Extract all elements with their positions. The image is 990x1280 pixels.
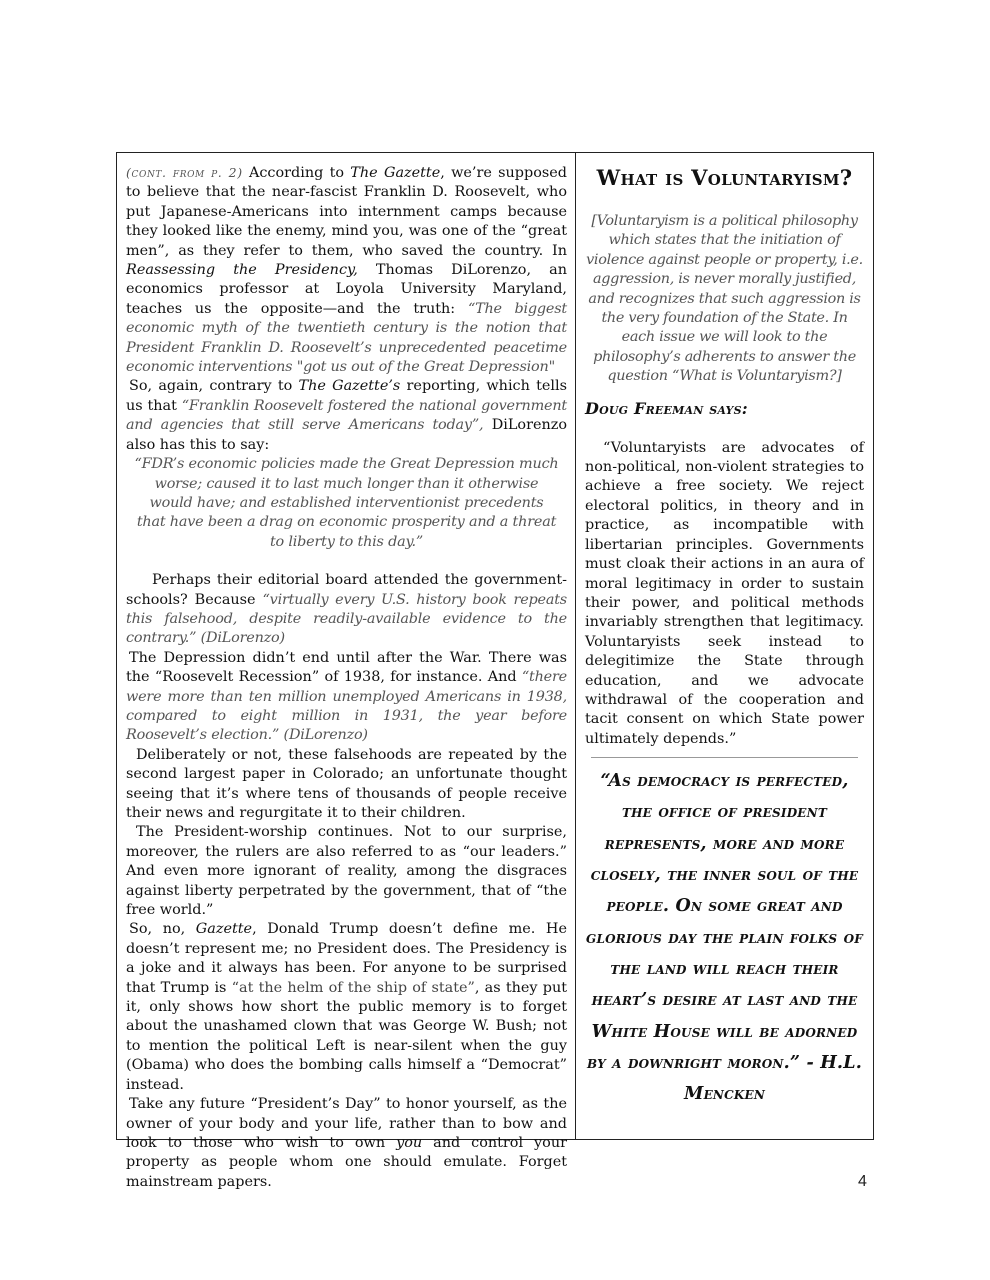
- paragraph-1: (cont. from p. 2) According to The Gazette, we’re supposed to believe that the near-fascist Franklin D. Roosevelt, who put Japanese-Americans into internment camps because they looked like the enemy, mind you, was one of the “great men”, as they refer to them, who saved the country. In Reassessing the Presidency, Thomas DiLorenzo, an economics professor at Loyola University Maryland, teaches us the opposite—and the truth: “The biggest economic myth of the twentieth century is the notion that President Franklin D. Roosevelt’s unprecedented peacetime economic interventions "got us out of the Great Depression": [126, 165, 567, 376]
- paragraph-7: So, no, Gazette, Donald Trump doesn’t define me. He doesn’t represent me; no President does. The Presidency is a joke and it always has been. For anyone to be surprised that Trump is “at the helm of the ship of state”, as they put it, only shows how short the public memory is to forget about the unashamed clown that was George W. Bush; not to mention the political Left is near-silent when the guy (Obama) who does the bombing calls himself a “Democrat” instead.: [126, 921, 567, 1093]
- divider: [591, 757, 858, 758]
- mencken-quote: “As democracy is perfected, the office of president represents, more and more closely, the inner soul of the people. On some great and glorious day the plain folks of the land will reach their heart’s desire at last and the White House will be adorned by a downright moron.” - H.L. Mencken: [586, 771, 863, 1105]
- paragraph-4: The Depression didn’t end until after the War. There was the “Roosevelt Recession” of 1938, for instance. And “there were more than ten million unemployed Americans in 1938, compared to eight million in 1931, the year before Roosevelt’s election.” (DiLorenzo): [126, 649, 567, 744]
- author-statement: “Voluntaryists are advocates of non-political, non-violent strategies to achieve a free society. We reject electoral politics, in theory and in practice, as incompatible with libertarian principles. Governments must cloak their actions in an aura of moral legitimacy in order to sustain their power, and political methods invariably strengthen that legitimacy. Voluntaryists seek instead to delegitimize the State through education, and we advocate withdrawal of the cooperation and tacit consent on which State power ultimately depends.”: [585, 439, 864, 747]
- sidebar-intro: [Voluntaryism is a political philosophy which states that the initiation of violence against people or property, i.e. aggression, is never morally justified, and recognizes that such aggression is the very foundation of the State. In each issue we will look to the philosophy’s adherents to answer the question “What is Voluntaryism?]: [586, 213, 863, 385]
- paragraph-5: Deliberately or not, these falsehoods are repeated by the second largest paper in Colorado; an unfortunate thought seeing that it’s where tens of thousands of people receive their news and regurgitate it to their children.: [126, 746, 567, 821]
- page-number: 4: [858, 1173, 867, 1190]
- fdr-block-quote: “FDR’s economic policies made the Great Depression much worse; caused it to last much longer than it otherwise would have; and established interventionist precedents that have been a drag on economic prosperity and a threat to liberty to this day.”: [134, 456, 559, 550]
- paragraph-3: Perhaps their editorial board attended the government-schools? Because “virtually every U.S. history book repeats this falsehood, despite readily-available evidence to the contrary.” (DiLorenzo): [126, 572, 567, 647]
- paragraph-8: Take any future “President’s Day” to honor yourself, as the owner of your body and your life, rather than to bow and look to those who wish to own you and control your property as people whom one should emulate. Forget mainstream papers.: [126, 1096, 567, 1190]
- author-heading: Doug Freeman says:: [585, 398, 748, 418]
- right-column: [576, 153, 873, 1139]
- left-column: [117, 153, 576, 1190]
- dilorenzo-quote-1: “The biggest economic myth of the twentieth century is the notion that President Franklin D. Roosevelt’s unprecedented peacetime economic interventions "got us out of the Great Depression": [126, 300, 567, 376]
- article-frame: [116, 152, 874, 1190]
- paragraph-2: So, again, contrary to The Gazette’s reporting, which tells us that “Franklin Roosevelt fostered the national government and agencies that still serve Americans today”, DiLorenzo also has this to say:: [126, 378, 567, 453]
- sidebar-title: What is Voluntaryism?: [596, 165, 853, 190]
- paragraph-6: The President-worship continues. Not to our surprise, moreover, the rulers are also referred to as “our leaders.” And even more ignorant of reality, among the disgraces against liberty perpetrated by the government, that of “the free world.”: [126, 824, 567, 919]
- continued-from-label: (cont. from p. 2): [126, 165, 243, 180]
